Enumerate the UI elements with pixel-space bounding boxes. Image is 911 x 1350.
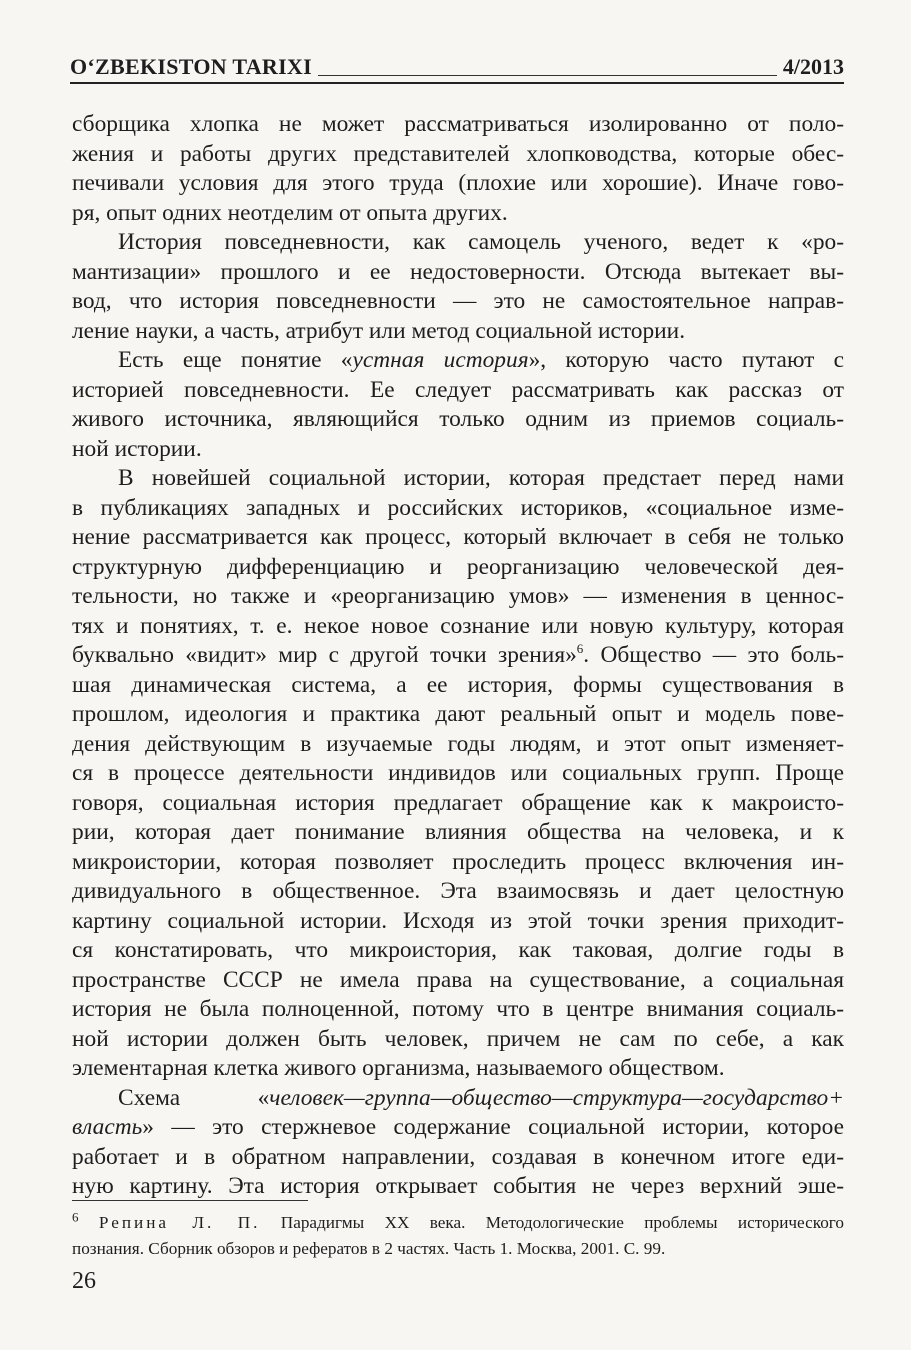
- text-line: историей повседневности. Ее следует рассматривать как рассказ от: [72, 376, 844, 403]
- text-line: В новейшей социальной истории, которая предстает перед нами: [118, 465, 844, 491]
- text-line: дения действующим в изучаемые годы людям, и этот опыт изменяет-: [72, 730, 844, 757]
- text-line: История повседневности, как самоцель ученого, ведет к «ро-: [118, 229, 844, 255]
- footnote-author: Репина Л. П.: [98, 1213, 261, 1232]
- footnote-text: Парадигмы XX века. Методологические проблемы исторического: [280, 1213, 845, 1232]
- footnote-line: [72, 1210, 844, 1236]
- text-line: ся в процессе деятельности индивидов или социальных групп. Проще: [72, 760, 844, 786]
- text-line: элементарная клетка живого организма, называемого обществом.: [72, 1055, 725, 1081]
- text-line: дивидуального в общественное. Эта взаимосвязь и дает целостную: [72, 878, 844, 904]
- footnote-mark: 6: [72, 1209, 79, 1225]
- text-line: в публикациях западных и российских историков, «социальное изме-: [72, 494, 844, 521]
- text-span: . Общество — это боль-: [583, 642, 844, 668]
- text-line: ление науки, а часть, атрибут или метод социальной истории.: [72, 317, 686, 344]
- text-line: тельности, но также и «реорганизацию умов» — изменения в ценнос-: [72, 583, 844, 609]
- text-line: говоря, социальная история предлагает обращение как к макроисто-: [72, 789, 844, 816]
- text-line: история не была полноценной, потому что в центре внимания социаль-: [72, 996, 844, 1022]
- text-span: Есть еще понятие «: [118, 347, 353, 373]
- text-line: [72, 1084, 844, 1114]
- text-span: » — это стержневое содержание социальной истории, которое: [142, 1114, 844, 1140]
- text-line: жения и работы других представителей хлопководства, которые обес-: [72, 140, 844, 167]
- text-line: ной истории.: [72, 435, 202, 462]
- body-text: [72, 110, 844, 1202]
- text-line: [72, 346, 844, 376]
- italic-term: устная история: [352, 347, 529, 373]
- journal-title: O‘ZBEKISTON TARIXI: [70, 54, 312, 79]
- text-line: тях и понятиях, т. е. некое новое сознание или новую культуру, которая: [72, 612, 844, 639]
- italic-term: власть: [72, 1114, 143, 1140]
- issue-number: 4/2013: [782, 54, 844, 79]
- footnote-line: познания. Сборник обзоров и рефератов в 2 частях. Часть 1. Москва, 2001. С. 99.: [72, 1239, 666, 1258]
- text-line: структурную дифференциацию и реорганизацию человеческой дея-: [72, 553, 844, 580]
- footnote-ref: 6: [576, 641, 584, 657]
- italic-term: человек—группа—общество—структура—государство+: [269, 1084, 844, 1111]
- text-line: рии, которая дает понимание влияния общества на человека, и к: [72, 819, 844, 845]
- text-line: микроистории, которая позволяет проследить процесс включения ин-: [72, 848, 844, 875]
- text-line: сборщика хлопка не может рассматриваться изолированно от поло-: [72, 111, 844, 137]
- footnote-separator: [72, 1200, 308, 1201]
- page-number: 26: [72, 1268, 96, 1294]
- text-line: ную картину. Эта история открывает события не через верхний эше-: [72, 1173, 844, 1199]
- text-line: пространстве СССР не имела права на существование, а социальная: [72, 966, 844, 993]
- text-line: вод, что история повседневности — это не самостоятельное направ-: [72, 288, 844, 314]
- text-line: мантизации» прошлого и ее недостоверности. Отсюда вытекает вы-: [72, 258, 844, 285]
- text-line: [72, 641, 844, 671]
- header-rule: [318, 74, 777, 76]
- text-line: работает и в обратном направлении, создавая в конечном итоге еди-: [72, 1143, 844, 1170]
- text-line: шая динамическая система, а ее история, формы существования в: [72, 671, 844, 698]
- text-line: нение рассматривается как процесс, который включает в себя не только: [72, 524, 844, 550]
- text-line: живого источника, являющийся только одним из приемов социаль-: [72, 406, 844, 432]
- text-span: буквально «видит» мир с другой точки зрения»: [72, 642, 577, 668]
- footnote: [72, 1210, 844, 1262]
- running-header: [70, 48, 844, 84]
- text-line: ся констатировать, что микроистория, как таковая, долгие годы в: [72, 937, 844, 963]
- text-line: ной истории должен быть человек, причем не сам по себе, а как: [72, 1025, 844, 1052]
- text-line: печивали условия для этого труда (плохие или хорошие). Иначе гово-: [72, 170, 844, 196]
- text-line: прошлом, идеология и практика дают реальный опыт и модель пове-: [72, 701, 844, 727]
- text-line: картину социальной истории. Исходя из этой точки зрения приходит-: [72, 907, 844, 934]
- text-line: [72, 1113, 844, 1143]
- text-span: Схема «: [118, 1084, 270, 1111]
- text-span: », которую часто путают с: [528, 347, 844, 373]
- text-line: ря, опыт одних неотделим от опыта других.: [72, 199, 508, 226]
